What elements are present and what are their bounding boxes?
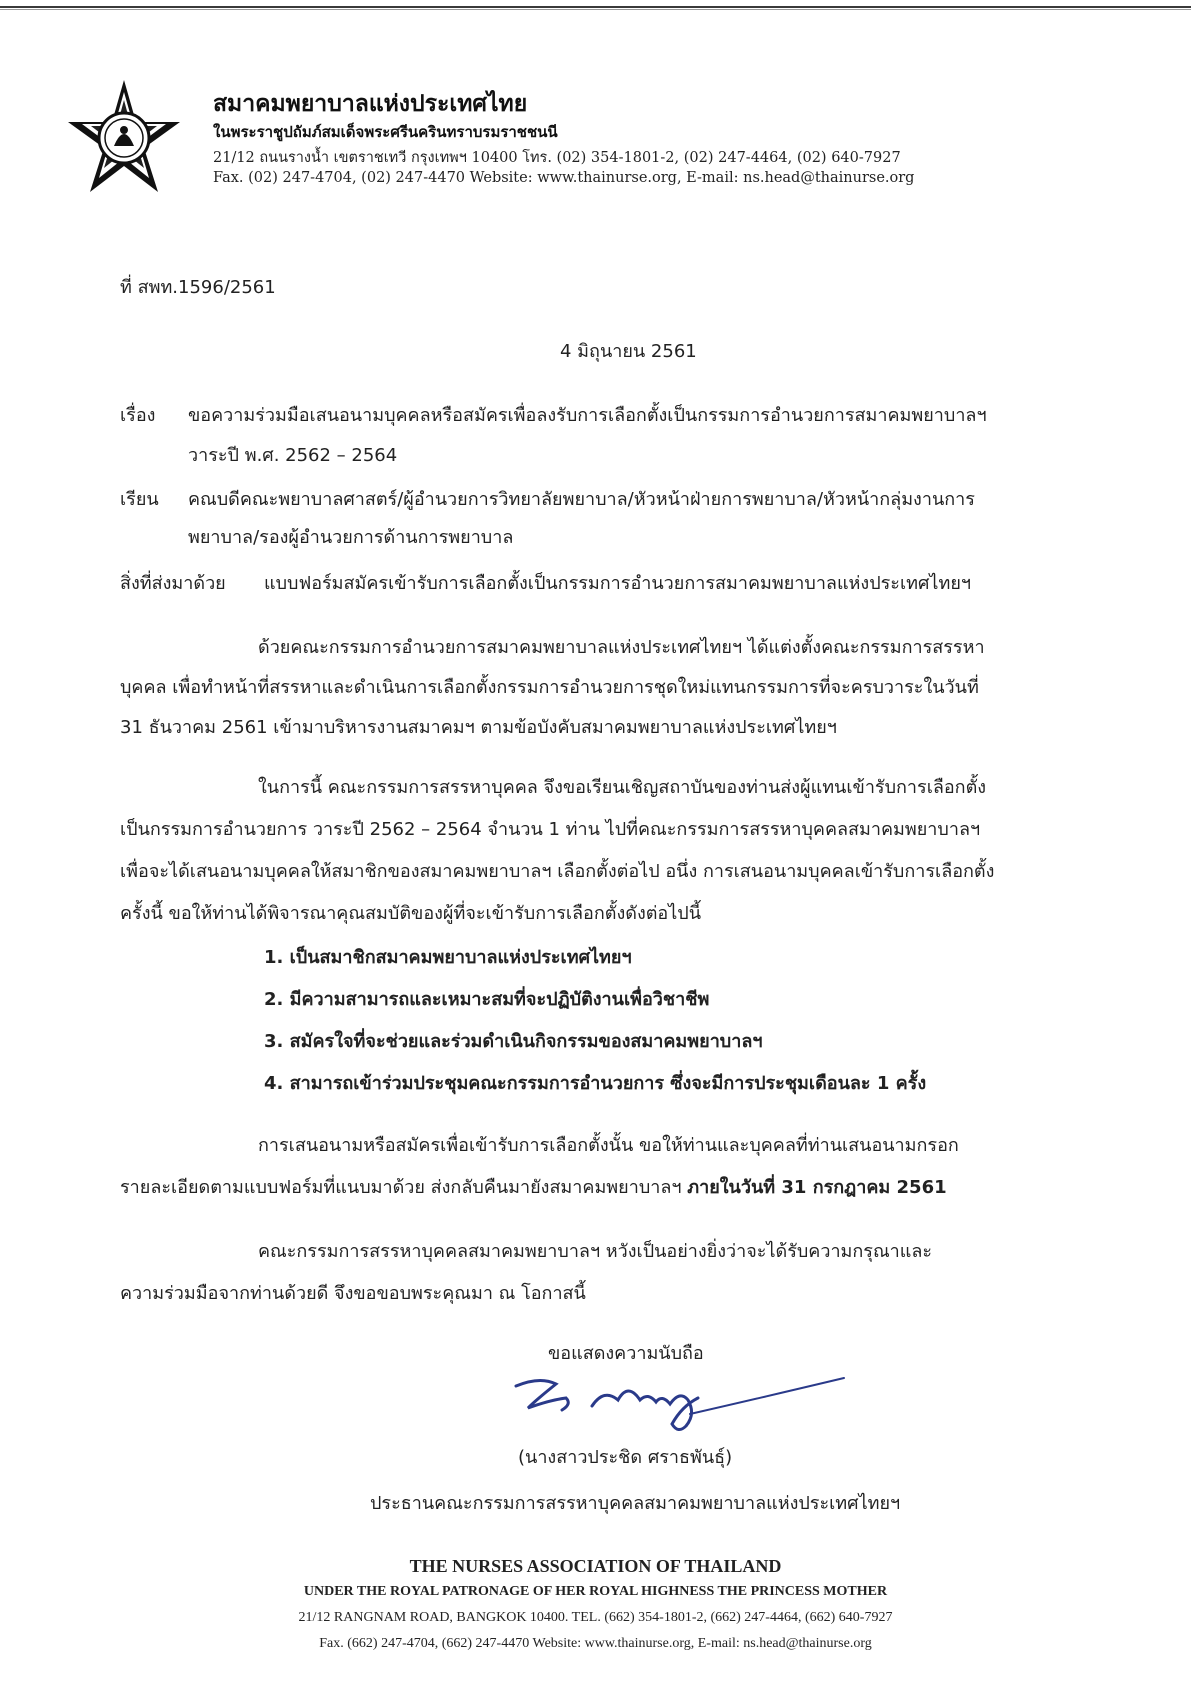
fax-web-email: Fax. (02) 247-4704, (02) 247-4470 Website: www.thainurse.org, E-mail: ns.head@thainurse.org xyxy=(213,170,915,186)
para2-line-3: เพื่อจะได้เสนอนามบุคคลให้สมาชิกของสมาคมพยาบาลฯ เลือกตั้งต่อไป อนึ่ง การเสนอนามบุคคลเข้ารับการเลือกตั้ง xyxy=(120,861,995,882)
enclosure-label: สิ่งที่ส่งมาด้วย xyxy=(120,573,226,594)
para4-line-1: คณะกรรมการสรรหาบุคคลสมาคมพยาบาลฯ หวังเป็นอย่างยิ่งว่าจะได้รับความกรุณาและ xyxy=(258,1241,933,1262)
scan-border-line-thin xyxy=(0,9,1191,10)
address-phone-thai: 21/12 ถนนรางน้ำ เขตราชเทวี กรุงเทพฯ 10400 โทร. (02) 354-1801-2, (02) 247-4464, (02) 640-7927 xyxy=(213,150,901,166)
qualification-item: 1. เป็นสมาชิกสมาคมพยาบาลแห่งประเทศไทยฯ xyxy=(264,947,632,968)
footer-patronage: UNDER THE ROYAL PATRONAGE OF HER ROYAL HIGHNESS THE PRINCESS MOTHER xyxy=(303,1584,888,1599)
submission-deadline: ภายในวันที่ 31 กรกฎาคม 2561 xyxy=(687,1177,947,1198)
para1-line-1: ด้วยคณะกรรมการอำนวยการสมาคมพยาบาลแห่งประเทศไทยฯ ได้แต่งตั้งคณะกรรมการสรรหา xyxy=(258,637,985,658)
scan-border-line xyxy=(0,6,1191,8)
qualification-item: 2. มีความสามารถและเหมาะสมที่จะปฏิบัติงานเพื่อวิชาชีพ xyxy=(264,989,710,1010)
subject-line-2: วาระปี พ.ศ. 2562 – 2564 xyxy=(188,445,398,466)
para1-line-2: บุคคล เพื่อทำหน้าที่สรรหาและดำเนินการเลือกตั้งกรรมการอำนวยการชุดใหม่แทนกรรมการที่จะครบวาระในวันที่ xyxy=(120,677,979,698)
para3-line-2-text: รายละเอียดตามแบบฟอร์มที่แนบมาด้วย ส่งกลับคืนมายังสมาคมพยาบาลฯ xyxy=(120,1177,688,1198)
qualification-item: 4. สามารถเข้าร่วมประชุมคณะกรรมการอำนวยการ ซึ่งจะมีการประชุมเดือนละ 1 ครั้ง xyxy=(264,1073,927,1094)
para2-line-1: ในการนี้ คณะกรรมการสรรหาบุคคล จึงขอเรียนเชิญสถาบันของท่านส่งผู้แทนเข้ารับการเลือกตั้ง xyxy=(258,777,987,798)
footer-org-name: THE NURSES ASSOCIATION OF THAILAND xyxy=(409,1556,782,1576)
signer-title: ประธานคณะกรรมการสรรหาบุคคลสมาคมพยาบาลแห่งประเทศไทยฯ xyxy=(370,1493,901,1514)
signer-name: (นางสาวประชิด ศราธพันธุ์) xyxy=(518,1447,733,1468)
para2-line-2: เป็นกรรมการอำนวยการ วาระปี 2562 – 2564 จำนวน 1 ท่าน ไปที่คณะกรรมการสรรหาบุคคลสมาคมพยาบาลฯ xyxy=(120,819,981,840)
para3-line-1: การเสนอนามหรือสมัครเพื่อเข้ารับการเลือกตั้งนั้น ขอให้ท่านและบุคคลที่ท่านเสนอนามกรอก xyxy=(258,1135,959,1156)
org-name-thai: สมาคมพยาบาลแห่งประเทศไทย xyxy=(213,91,528,117)
subject-line-1: ขอความร่วมมือเสนอนามบุคคลหรือสมัครเพื่อลงรับการเลือกตั้งเป็นกรรมการอำนวยการสมาคมพยาบาลฯ xyxy=(188,405,987,426)
footer-address-phone: 21/12 RANGNAM ROAD, BANGKOK 10400. TEL. (662) 354-1801-2, (662) 247-4464, (662) 640-7927 xyxy=(298,1610,893,1625)
footer-fax-web-email: Fax. (662) 247-4704, (662) 247-4470 Website: www.thainurse.org, E-mail: ns.head@thainurse.org xyxy=(319,1636,872,1651)
recipient-line-2: พยาบาล/รองผู้อำนวยการด้านการพยาบาล xyxy=(188,527,514,548)
handwritten-signature-icon xyxy=(510,1370,850,1440)
letter-date: 4 มิถุนายน 2561 xyxy=(560,341,697,362)
enclosure-text: แบบฟอร์มสมัครเข้ารับการเลือกตั้งเป็นกรรมการอำนวยการสมาคมพยาบาลแห่งประเทศไทยฯ xyxy=(264,573,971,594)
association-logo-icon xyxy=(62,78,186,202)
para2-line-4: ครั้งนี้ ขอให้ท่านได้พิจารณาคุณสมบัติของผู้ที่จะเข้ารับการเลือกตั้งดังต่อไปนี้ xyxy=(120,903,702,924)
closing-phrase: ขอแสดงความนับถือ xyxy=(548,1343,704,1364)
qualification-item: 3. สมัครใจที่จะช่วยและร่วมดำเนินกิจกรรมของสมาคมพยาบาลฯ xyxy=(264,1031,763,1052)
para3-line-2 xyxy=(120,1172,947,1201)
reference-number: ที่ สพท.1596/2561 xyxy=(120,277,276,298)
para1-line-3: 31 ธันวาคม 2561 เข้ามาบริหารงานสมาคมฯ ตามข้อบังคับสมาคมพยาบาลแห่งประเทศไทยฯ xyxy=(120,717,837,738)
para4-line-2: ความร่วมมือจากท่านด้วยดี จึงขอขอบพระคุณมา ณ โอกาสนี้ xyxy=(120,1283,586,1304)
recipient-label: เรียน xyxy=(120,489,159,510)
recipient-line-1: คณบดีคณะพยาบาลศาสตร์/ผู้อำนวยการวิทยาลัยพยาบาล/หัวหน้าฝ่ายการพยาบาล/หัวหน้ากลุ่มงานการ xyxy=(188,489,975,510)
subject-label: เรื่อง xyxy=(120,405,156,426)
patronage-thai: ในพระราชูปถัมภ์สมเด็จพระศรีนครินทราบรมราชชนนี xyxy=(213,123,558,141)
